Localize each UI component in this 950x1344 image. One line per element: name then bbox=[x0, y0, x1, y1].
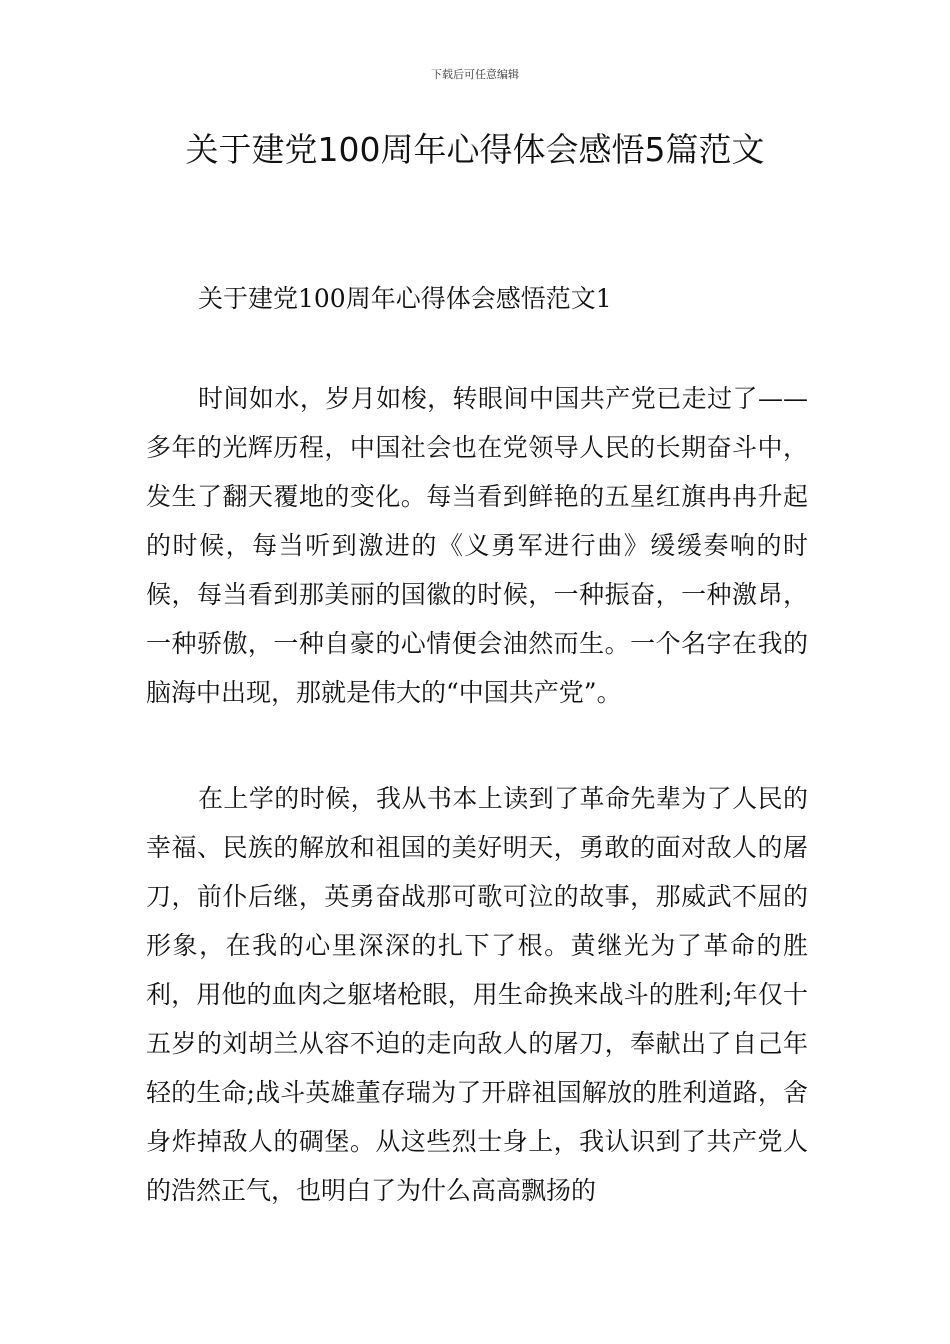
section-heading: 关于建党100周年心得体会感悟范文1 bbox=[198, 284, 612, 313]
paragraph-block-1 bbox=[146, 374, 808, 717]
header-note: 下载后可任意编辑 bbox=[431, 68, 519, 81]
paragraph-block-2 bbox=[146, 774, 808, 1215]
body-paragraph: 在上学的时候，我从书本上读到了革命先辈为了人民的幸福、民族的解放和祖国的美好明天，勇敢的面对敌人的屠刀，前仆后继，英勇奋战那可歌可泣的故事，那威武不屈的形象，在我的心里深深的扎下了根。黄继光为了革命的胜利，用他的血肉之躯堵枪眼，用生命换来战斗的胜利;年仅十五岁的刘胡兰从容不迫的走向敌人的屠刀，奉献出了自己年轻的生命;战斗英雄董存瑞为了开辟祖国解放的胜利道路，舍身炸掉敌人的碉堡。从这些烈士身上，我认识到了共产党人的浩然正气，也明白了为什么高高飘扬的 bbox=[146, 784, 808, 1205]
document-title: 关于建党100周年心得体会感悟5篇范文 bbox=[185, 130, 765, 169]
body-paragraph: 时间如水，岁月如梭，转眼间中国共产党已走过了——多年的光辉历程，中国社会也在党领导人民的长期奋斗中，发生了翻天覆地的变化。每当看到鲜艳的五星红旗冉冉升起的时候，每当听到激进的《义勇军进行曲》缓缓奏响的时候，每当看到那美丽的国徽的时候，一种振奋，一种激昂，一种骄傲，一种自豪的心情便会油然而生。一个名字在我的脑海中出现，那就是伟大的“中国共产党”。 bbox=[146, 384, 808, 707]
